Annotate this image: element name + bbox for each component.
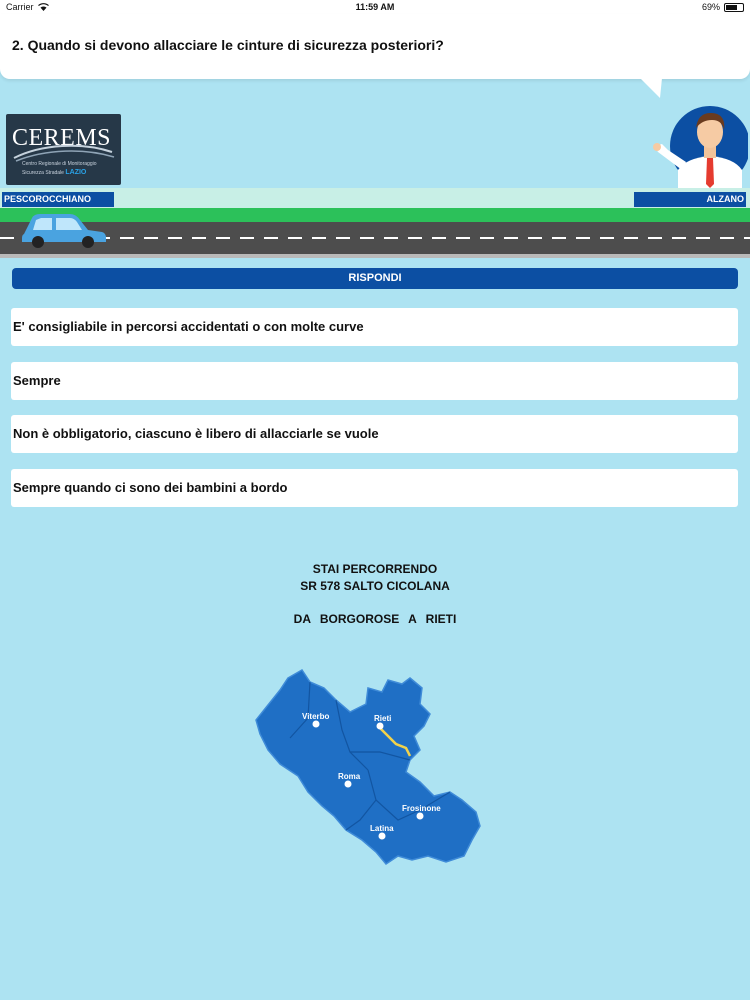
- answer-option-1[interactable]: E' consigliabile in percorsi accidentati o con molte curve: [11, 308, 738, 346]
- carrier-label: Carrier: [6, 2, 34, 12]
- logo-subtitle-2-text: Sicurezza Stradale: [22, 170, 64, 176]
- route-from-to: DA BORGOROSE A RIETI: [293, 612, 457, 626]
- logo-subtitle-1: Centro Regionale di Monitoraggio: [22, 161, 97, 167]
- city-label-latina: Latina: [370, 824, 394, 833]
- answer-option-2[interactable]: Sempre: [11, 362, 738, 400]
- car-icon: [18, 210, 108, 250]
- route-heading: STAI PERCORRENDO: [312, 562, 438, 576]
- status-bar: [0, 0, 750, 14]
- route-road-name: SR 578 SALTO CICOLANA: [300, 579, 450, 593]
- logo-title: CEREMS: [12, 125, 112, 151]
- battery-fill: [726, 5, 737, 10]
- status-time: 11:59 AM: [355, 2, 395, 12]
- city-label-roma: Roma: [338, 772, 361, 781]
- speech-bubble-tail: [640, 78, 664, 100]
- route-end-label: ALZANO: [634, 192, 746, 207]
- answer-option-3[interactable]: Non è obbligatorio, ciascuno è libero di allacciarle se vuole: [11, 415, 738, 453]
- question-text: 2. Quando si devono allacciare le cinture di sicurezza posteriori?: [12, 37, 444, 53]
- city-label-rieti: Rieti: [374, 714, 392, 723]
- city-label-viterbo: Viterbo: [302, 712, 330, 721]
- battery-percent: 69%: [701, 2, 720, 12]
- battery-icon: [724, 3, 744, 12]
- cerems-logo: [6, 114, 121, 185]
- lazio-region-shape: [256, 670, 480, 864]
- question-bubble: [0, 14, 750, 79]
- instructor-avatar-icon: [648, 100, 748, 188]
- rispondi-header: RISPONDI: [12, 268, 738, 289]
- route-start-label: PESCOROCCHIANO: [2, 192, 114, 207]
- logo-subtitle-2: [22, 169, 86, 176]
- lazio-region-map: [250, 660, 490, 875]
- city-label-frosinone: Frosinone: [402, 804, 441, 813]
- logo-swoosh-icon: [12, 140, 116, 162]
- answer-option-4[interactable]: Sempre quando ci sono dei bambini a bordo: [11, 469, 738, 507]
- logo-region: LAZIO: [65, 169, 87, 176]
